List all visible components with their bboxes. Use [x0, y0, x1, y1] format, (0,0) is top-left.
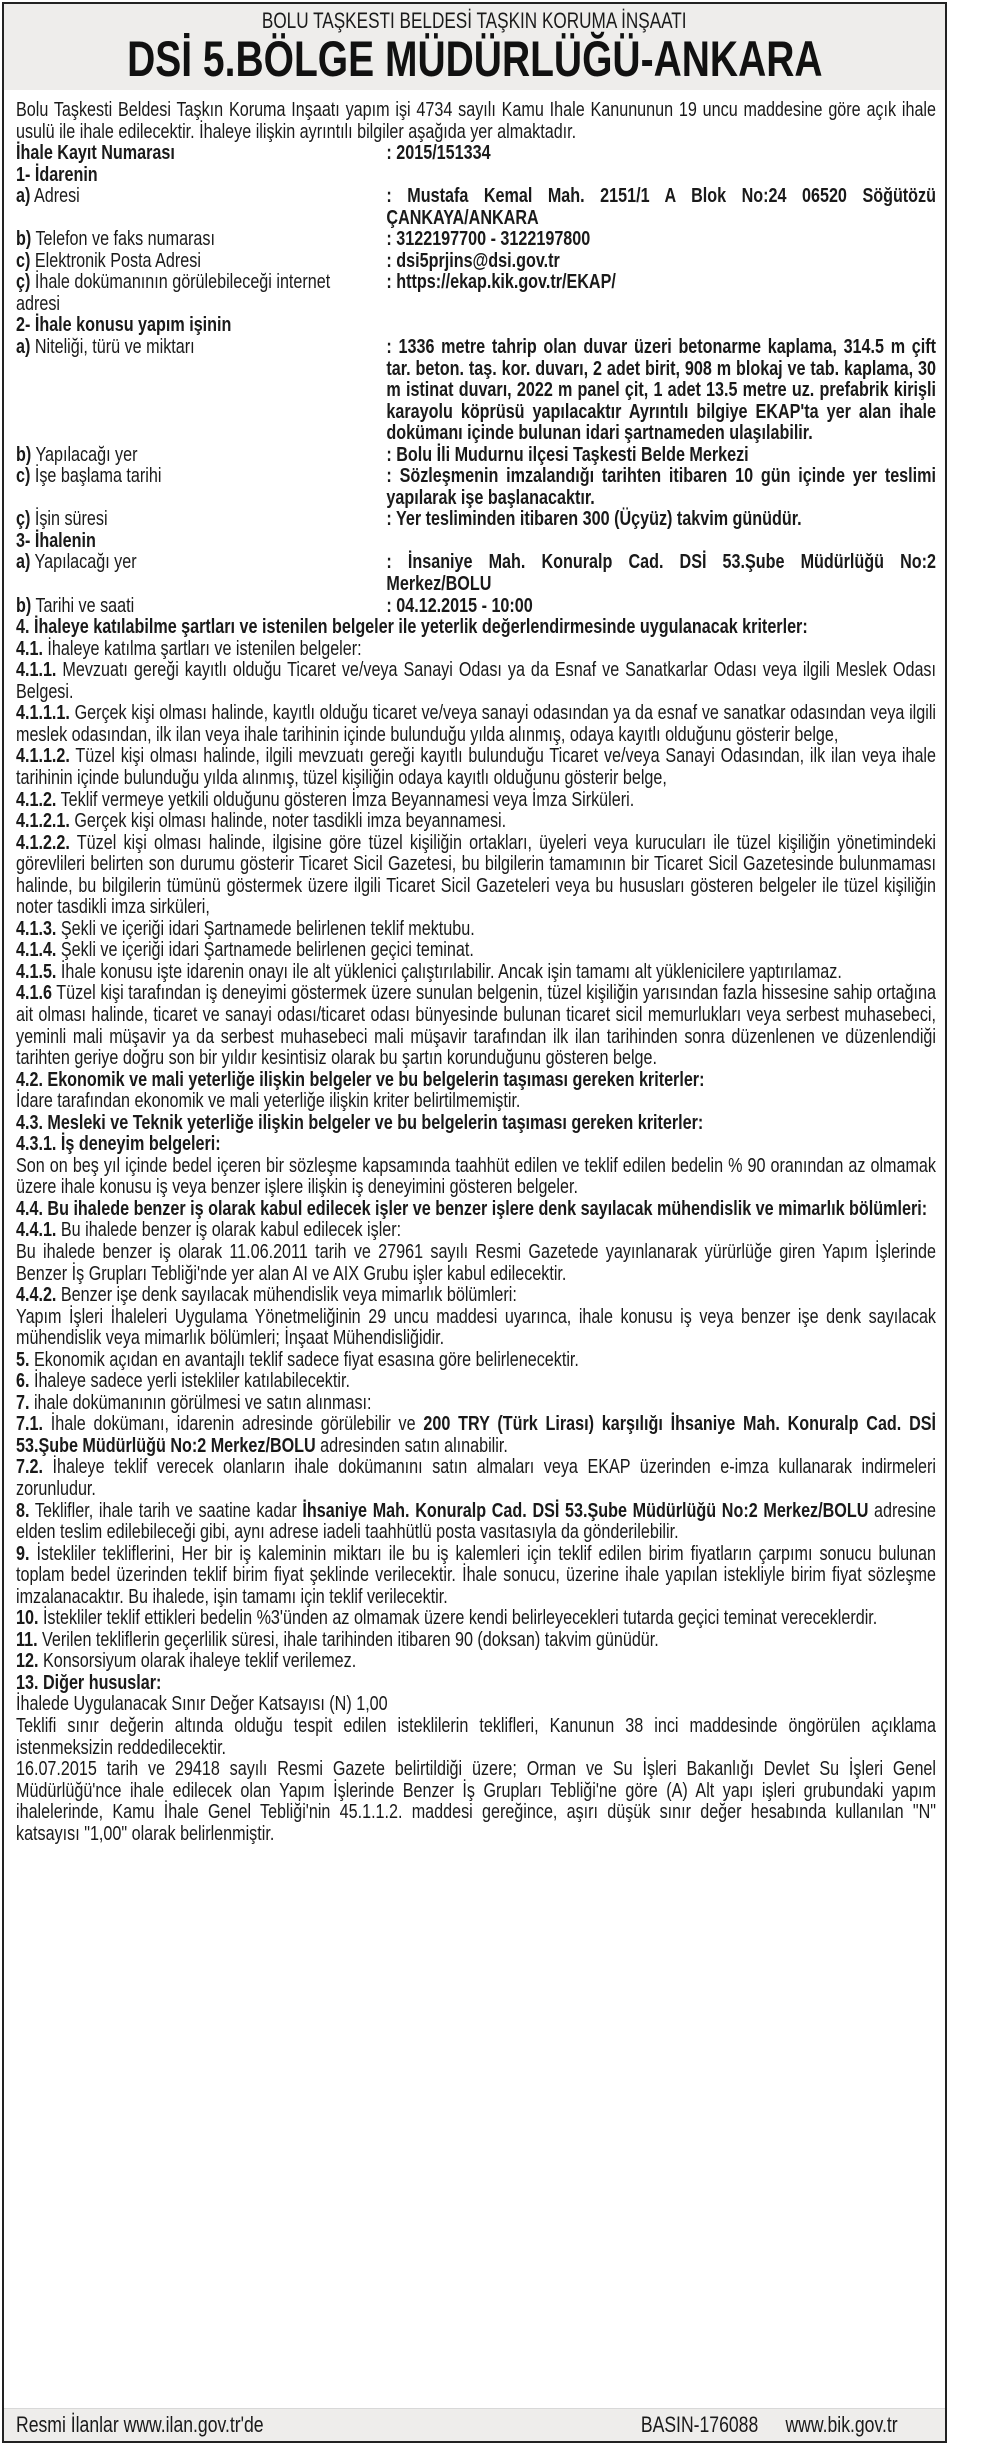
item-label: Yapılacağı yer [31, 443, 138, 466]
registration-label: İhale Kayıt Numarası [16, 142, 175, 165]
notice-title: DSİ 5.BÖLGE MÜDÜRLÜĞÜ-ANKARA [126, 31, 823, 87]
clause-4-3-1-heading: 4.3.1. İş deneyim belgeleri: [16, 1133, 221, 1156]
admin-email-value[interactable]: : dsi5prjins@dsi.gov.tr [386, 249, 560, 272]
clause-6: 6. İhaleye sadece yerli istekliler katılabilecektir. [16, 1370, 350, 1393]
duration-value: : Yer tesliminden itibaren 300 (Üçyüz) takvim günüdür. [386, 508, 802, 531]
item-label: Telefon ve faks numarası [31, 228, 215, 251]
clause-5: 5. Ekonomik açıdan en avantajlı teklif sadece fiyat esasına göre belirlenecektir. [16, 1348, 579, 1371]
section-3-heading: 3- İhalenin [16, 529, 96, 552]
section-4-heading: 4. İhaleye katılabilme şartları ve istenilen belgeler ile yeterlik değerlendirmesinde uygulanacak kriterler: [16, 616, 808, 639]
clause-4-3-heading: 4.3. Mesleki ve Teknik yeterliğe ilişkin belgeler ve bu belgelerin taşıması gereken kriterler: [16, 1111, 704, 1134]
clause-13-line-3: 16.07.2015 tarih ve 29418 sayılı Resmi Gazete belirtildiği üzere; Orman ve Su İşleri Bakanlığı Devlet Su İşleri Genel Müdürlüğü'nce ihale edilecek olan Yapım İşlerinde Benzer İş Grupları Tebliği'ne göre (A) Alt yapı işleri grubundaki yapım ihalelerinde, Kamu İhale Genel Tebliği'nin 45.1.1.2. maddesi gereğince, aşırı düşük sınır değer hesabında kullanılan "N" katsayısı "1,00" olarak belirlenmiştir. [16, 1758, 936, 1845]
clause-4-1-2-1: 4.1.2.1. Gerçek kişi olması halinde, noter tasdikli imza beyannamesi. [16, 810, 507, 833]
clause-4-4-2: 4.4.2. Benzer işe denk sayılacak mühendislik veya mimarlık bölümleri: [16, 1284, 517, 1307]
item-key: b) [16, 594, 32, 617]
item-key: b) [16, 228, 32, 251]
clause-4-4-2-text: Yapım İşleri İhaleleri Uygulama Yönetmeliğinin 29 uncu maddesi uyarınca, ihale konusu iş veya benzer işe denk sayılacak mühendislik veya mimarlık bölümleri; İnşaat Mühendisliğidir. [16, 1305, 936, 1350]
item-label: Niteliği, türü ve miktarı [30, 336, 195, 359]
work-scope-row [16, 337, 936, 445]
work-scope-value: : 1336 metre tahrip olan duvar üzeri betonarme kaplama, 314.5 m çift tar. beton. taş. kor. duvarı, 2 adet birit, 908 m blokaj ve tab. kaplama, 30 m istinat duvarı, 2022 m panel çit, 1 adet 13.5 metre uz. prefabrik kirişli karayolu köprüsü yapılacaktır Ayrıntılı bilgiye EKAP'ta yer alan ihale dokümanı içinde bulunan idari şartnameden ulaşılabilir. [386, 336, 936, 445]
item-key: a) [16, 336, 31, 359]
clause-4-1: 4.1. İhaleye katılma şartları ve istenilen belgeler: [16, 637, 362, 660]
clause-7-2: 7.2. İhaleye teklif verecek olanların ihale dokümanını satın almaları veya EKAP üzerinden e-imza kullanarak indirmeleri zorunludur. [16, 1456, 936, 1500]
admin-email-row [16, 251, 936, 273]
tender-location-value: : İnsaniye Mah. Konuralp Cad. DSİ 53.Şube Müdürlüğü No:2 Merkez/BOLU [386, 551, 936, 596]
clause-12: 12. Konsorsiyum olarak ihaleye teklif verilemez. [16, 1650, 357, 1673]
item-key: a) [16, 185, 31, 208]
clause-4-1-4: 4.1.4. Şekli ve içeriği idari Şartnamede belirlenen geçici teminat. [16, 939, 474, 962]
tender-location-row [16, 552, 936, 595]
admin-website-link[interactable]: : https://ekap.kik.gov.tr/EKAP/ [386, 271, 616, 294]
item-key: a) [16, 551, 31, 574]
section-2-heading: 2- İhale konusu yapım işinin [16, 314, 232, 337]
header-band [4, 4, 945, 90]
clause-4-2-heading: 4.2. Ekonomik ve mali yeterliğe ilişkin belgeler ve bu belgelerin taşıması gereken kriterler: [16, 1068, 705, 1091]
clause-13-line-1: İhalede Uygulanacak Sınır Değer Katsayısı (N) 1,00 [16, 1693, 388, 1716]
start-date-row [16, 466, 936, 509]
footer-band [4, 2408, 945, 2441]
item-label: İşe başlama tarihi [30, 465, 162, 488]
item-label: Adresi [30, 185, 80, 208]
clause-4-4-heading: 4.4. Bu ihalede benzer iş olarak kabul edilecek işler ve benzer işlere denk sayılacak mühendislik ve mimarlık bölümleri: [16, 1197, 928, 1220]
item-key: c) [16, 249, 31, 272]
clause-4-4-1-text: Bu ihalede benzer iş olarak 11.06.2011 tarih ve 27961 sayılı Resmi Gazetede yayınlanarak yürürlüğe giren Yapım İşlerinde Benzer İş Grupları Tebliği'nde yer alan AI ve AIX Grubu işler kabul edilecektir. [16, 1240, 936, 1285]
item-label: Tarihi ve saati [31, 594, 135, 617]
clause-4-1-6: 4.1.6 Tüzel kişi tarafından iş deneyimi göstermek üzere sunulan belgenin, tüzel kişiliğin yarısından fazla hissesine sahip ortağına ait olması halinde, ticaret ve sanayi odası/ticaret odası bünyesinde bulunan ticaret sicil memurlukları veya serbest muhasebeci, yeminli mali müşavir ya da serbest muhasebeci mali müşavir tarafından ilk ilan tarihinden sonra düzenlenen ve düzenlendiği tarihten geriye doğru son bir yıldır kesintisiz olarak bu şartın korunduğunu gösteren belge. [16, 982, 936, 1070]
item-key: c) [16, 465, 31, 488]
admin-website-row [16, 272, 936, 315]
item-label: İhale dokümanının görülebileceği internet adresi [16, 271, 331, 315]
clause-4-4-1: 4.4.1. Bu ihalede benzer iş olarak kabul edilecek işler: [16, 1219, 402, 1242]
item-key: ç) [16, 271, 31, 294]
tender-datetime-row [16, 596, 936, 618]
clause-10: 10. İstekliler teklif ettikleri bedelin %3'ünden az olmamak üzere kendi belirleyecekleri tutarda geçici teminat vereceklerdir. [16, 1607, 878, 1630]
notice-body [16, 100, 936, 2400]
work-location-row [16, 445, 936, 467]
intro-paragraph: Bolu Taşkesti Beldesi Taşkın Koruma İnşaatı yapım işi 4734 sayılı Kamu İhale Kanununun 19 uncu maddesine göre açık ihale usulü ile ihale edilecektir. İhaleye ilişkin ayrıntılı bilgiler aşağıda yer almaktadır. [16, 100, 936, 143]
footer-press-code: BASIN-176088 [640, 2412, 759, 2437]
clause-11: 11. Verilen tekliflerin geçerlilik süresi, ihale tarihinden itibaren 90 (doksan) takvim günüdür. [16, 1628, 659, 1651]
clause-8: 8. Teklifler, ihale tarih ve saatine kadar İhsaniye Mah. Konuralp Cad. DSİ 53.Şube Müdürlüğü No:2 Merkez/BOLU adresine elden teslim edilebileceği gibi, aynı adrese iadeli taahhütlü posta vasıtasıyla da gönderilebilir. [16, 1499, 936, 1544]
clause-7-1: 7.1. İhale dokümanı, idarenin adresinde görülebilir ve 200 TRY (Türk Lirası) karşılığı İhsaniye Mah. Konuralp Cad. DSİ 53.Şube Müdürlüğü No:2 Merkez/BOLU adresinden satın alınabilir. [16, 1413, 936, 1457]
tender-datetime-value: : 04.12.2015 - 10:00 [386, 594, 533, 617]
clause-4-1-1-2: 4.1.1.2. Tüzel kişi olması halinde, ilgili mevzuatı gereği kayıtlı bulunduğu Ticaret ve/veya Sanayi Odasından, ilk ilan veya ihale tarihinin içinde bulunduğu yılda alınmış, tüzel kişiliğin odaya kayıtlı olduğunu gösterir belge, [16, 745, 936, 789]
admin-phone-row [16, 229, 936, 251]
clause-4-1-2-2: 4.1.2.2. Tüzel kişi olması halinde, ilgisine göre tüzel kişiliğin ortakları, üyeleri veya kurucuları ile tüzel kişiliğin yönetimindeki görevlileri belirten son durumu gösterir Ticaret Sicil Gazetesi, bu bilgilerin tamamının bir Ticaret Sicil Gazetesinde bulunmaması halinde, bu bilgilerin tümünü göstermek üzere ilgili Ticaret Sicil Gazeteleri veya bu hususları gösteren belgeler ile tüzel kişiliğin noter tasdikli imza sirküleri, [16, 831, 936, 919]
tender-notice [2, 2, 947, 2443]
item-key: b) [16, 443, 32, 466]
section-1-heading: 1- İdarenin [16, 163, 98, 186]
clause-13-heading: 13. Diğer hususlar: [16, 1671, 162, 1694]
clause-4-1-3: 4.1.3. Şekli ve içeriği idari Şartnamede belirlenen teklif mektubu. [16, 917, 475, 940]
clause-4-1-5: 4.1.5. İhale konusu işte idarenin onayı ile alt yüklenici çalıştırılabilir. Ancak işin tamamı alt yüklenicilere yaptırılamaz. [16, 960, 842, 983]
start-date-value: : Sözleşmenin imzalandığı tarihten itibaren 10 gün içinde yer teslimi yapılarak işe başlanacaktır. [386, 465, 936, 509]
item-label: Yapılacağı yer [30, 551, 137, 574]
duration-row [16, 509, 936, 531]
clause-7: 7. ihale dokümanının görülmesi ve satın alınması: [16, 1391, 372, 1414]
admin-address-row [16, 186, 936, 229]
item-label: Elektronik Posta Adresi [30, 249, 201, 272]
clause-13-line-2: Teklifi sınır değerin altında olduğu tespit edilen isteklilerin teklifleri, Kanunun 38 inci maddesinde öngörülen açıklama istenmeksizin reddedilecektir. [16, 1715, 936, 1759]
footer-source-link[interactable]: Resmi İlanlar www.ilan.gov.tr'de [16, 2412, 264, 2437]
footer-bik-link[interactable]: www.bik.gov.tr [785, 2412, 898, 2437]
clause-4-1-1-1: 4.1.1.1. Gerçek kişi olması halinde, kayıtlı olduğu ticaret ve/veya sanayi odasından ya da esnaf ve sanatkar odasından veya ilgili meslek odasından, ilk ilan veya ihale tarihinin içinde bulunduğu yılda alınmış, odaya kayıtlı olduğunu gösterir belge, [16, 702, 936, 746]
item-key: ç) [16, 508, 31, 531]
admin-phone-value: : 3122197700 - 3122197800 [386, 228, 591, 251]
clause-9: 9. İstekliler tekliflerini, Her bir iş kaleminin miktarı ile bu iş kalemleri için teklif edilen birim fiyatların çarpımı sonucu bulunan toplam bedel üzerinden teklif birim fiyat şeklinde verilecektir. İhale sonucu, üzerine ihale yapılan istekliyle birim fiyat sözleşme imzalanacaktır. Bu ihalede, işin tamamı için teklif verilecektir. [16, 1542, 936, 1608]
clause-4-2-text: İdare tarafından ekonomik ve mali yeterliğe ilişkin kriter belirtilmemiştir. [16, 1090, 521, 1113]
clause-4-1-1: 4.1.1. Mevzuatı gereği kayıtlı olduğu Ticaret ve/veya Sanayi Odası ya da Esnaf ve Sanatkarlar Odası veya ilgili Meslek Odası Belgesi. [16, 659, 936, 703]
item-label: İşin süresi [30, 508, 108, 531]
admin-address-value: : Mustafa Kemal Mah. 2151/1 A Blok No:24 06520 Söğütözü ÇANKAYA/ANKARA [386, 185, 936, 229]
notice-subtitle: BOLU TAŞKESTI BELDESİ TAŞKIN KORUMA İNŞAATI [262, 8, 687, 33]
clause-4-1-2: 4.1.2. Teklif vermeye yetkili olduğunu gösteren İmza Beyannamesi veya İmza Sirküleri. [16, 788, 635, 811]
registration-row [16, 143, 936, 165]
work-location-value: : Bolu İli Mudurnu ilçesi Taşkesti Belde Merkezi [386, 443, 749, 466]
registration-value: : 2015/151334 [386, 142, 491, 165]
clause-4-3-1-text: Son on beş yıl içinde bedel içeren bir sözleşme kapsamında taahhüt edilen ve teklif edilen bedelin % 90 oranından az olmamak üzere ihale konusu iş veya benzer işlere ilişkin iş deneyimini gösteren belgeler. [16, 1154, 936, 1199]
